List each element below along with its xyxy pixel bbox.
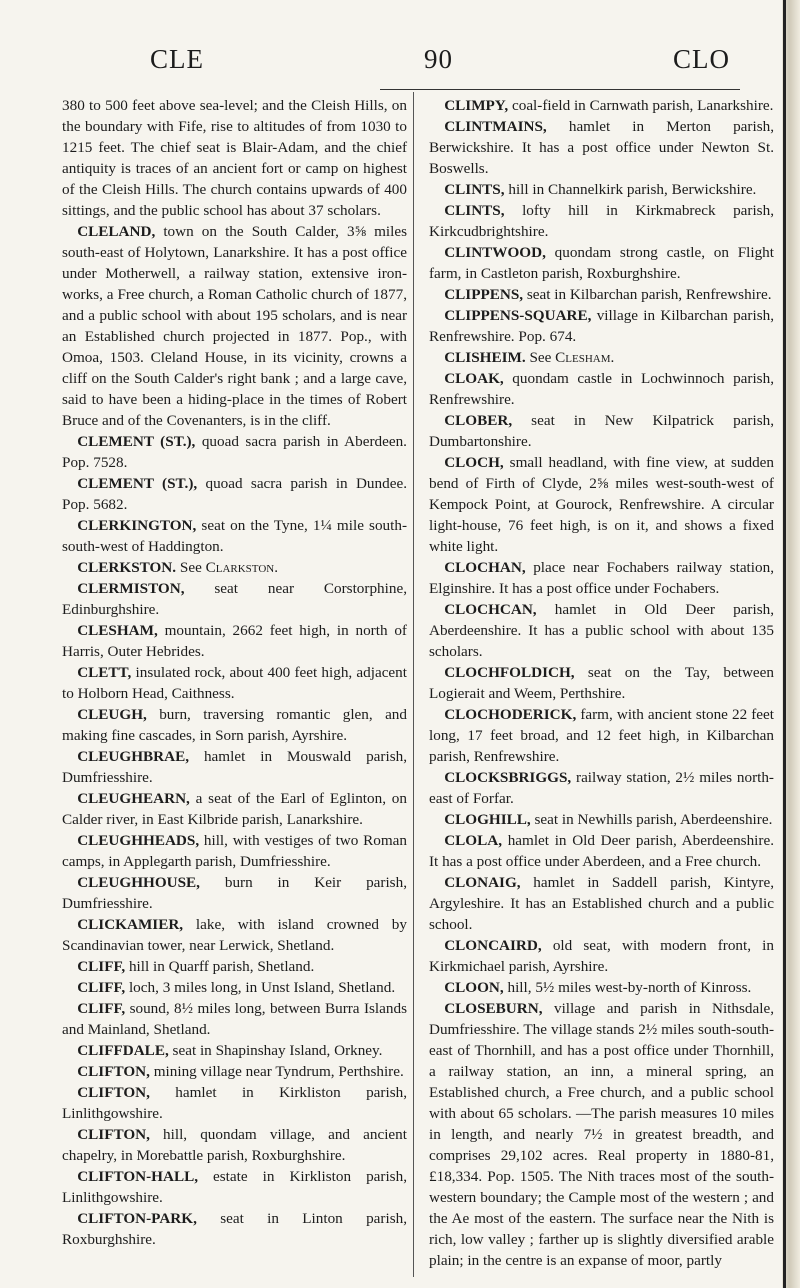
gazetteer-entry [429,284,774,305]
entry-headword: CLOCHFOLDICH, [444,664,575,681]
gazetteer-entry [62,704,407,746]
gazetteer-entry [62,830,407,872]
entry-text: railway station, 2½ miles north-east of Forfar. [429,769,774,807]
gazetteer-entry [62,746,407,788]
entry-text: hamlet in Old Deer parish, Aberdeenshire. It has a public school with about 135 scholars. [429,601,774,660]
entry-text: burn in Keir parish, Dumfriesshire. [62,874,407,912]
entry-headword: CLIFTON, [77,1126,150,1143]
binding-shadow [783,0,786,1288]
entry-text: hill, with vestiges of two Roman camps, in Applegarth parish, Dumfriesshire. [62,832,407,870]
entry-text: a seat of the Earl of Eglinton, on Calder river, in East Kilbride parish, Lanarkshire. [62,790,407,828]
entry-text: hamlet in Saddell parish, Kintyre, Argyleshire. It has an Established church and a public school. [429,874,774,933]
entry-headword: CLEMENT (ST.), [77,475,198,492]
entry-text: lake, with island crowned by Scandinavian tower, near Lerwick, Shetland. [62,916,407,954]
entry-text: hamlet in Mouswald parish, Dumfriesshire. [62,748,407,786]
gazetteer-entry [429,200,774,242]
entry-text: place near Fochabers railway station, Elginshire. It has a post office under Fochabers. [429,559,774,597]
column-divider [413,92,414,1277]
entry-headword: CLOLA, [444,832,502,849]
entry-text: mountain, 2662 feet high, in north of Harris, Outer Hebrides. [62,622,407,660]
gazetteer-entry [62,977,407,998]
entry-headword: CLOBER, [444,412,513,429]
entry-text: hill in Channelkirk parish, Berwickshire. [504,181,757,198]
gazetteer-entry [429,347,774,368]
entry-headword: CLESHAM, [77,622,158,639]
entry-headword: CLONCAIRD, [444,937,542,954]
gazetteer-entry [429,977,774,998]
entry-headword: CLIFTON, [77,1084,150,1101]
gazetteer-entry [429,410,774,452]
entry-text: coal-field in Carnwath parish, Lanarkshire. [508,97,774,114]
entry-headword: CLELAND, [77,223,156,240]
entry-headword: CLOON, [444,979,504,996]
entry-cross-reference: Clesham. [555,349,615,366]
gazetteer-entry [62,578,407,620]
entry-headword: CLIFTON-PARK, [77,1210,197,1227]
gazetteer-entry [429,704,774,767]
entry-text: seat in Shapinshay Island, Orkney. [168,1042,383,1059]
entry-text: burn, traversing romantic glen, and making fine cascades, in Sorn parish, Ayrshire. [62,706,407,744]
entry-text: seat in Kilbarchan parish, Renfrewshire. [523,286,772,303]
entry-text: village and parish in Nithsdale, Dumfriesshire. The village stands 2½ miles south-south-east of Thornhill, and has a post office under Thornhill, a railway station, an inn, a mineral spring, an Established church, a Free church, and a public school with about 65 scholars. —The parish measures 10 miles in length, and nearly 7½ in greatest breadth, and comprises 29,102 acres. Real property in 1880-81, £18,334. Pop. 1505. The Nith traces most of the south-western boundary; the Cample most of the western ; and the Ae most of the eastern. The surface near the Nith is rich, low valley ; farther up is slightly diversified arable plain; in the centre is an expanse of moor, partly [429,1000,774,1269]
entry-text: hill in Quarff parish, Shetland. [125,958,315,975]
entry-headword: CLOGHILL, [444,811,531,828]
entry-text: lofty hill in Kirkmabreck parish, Kirkcudbrightshire. [429,202,774,240]
entry-headword: CLIPPENS-SQUARE, [444,307,592,324]
gazetteer-entry [62,1061,407,1082]
gazetteer-entry [62,1082,407,1124]
entry-text: town on the South Calder, 3⅝ miles south-east of Holytown, Lanarkshire. It has a post office under Motherwell, a railway station, extensive iron-works, a Free church, a Roman Catholic church of 1877, and a public school with about 195 scholars, and is near an Established church projected in 1877. Pop., with Omoa, 1503. Cleland House, in its vicinity, crowns a cliff on the South Calder's right bank ; and a large cave, said to have been a hiding-place in the times of Robert Bruce and of the Covenanters, is in the cliff. [62,223,407,429]
gazetteer-entry [429,179,774,200]
entry-headword: CLOAK, [444,370,504,387]
entry-headword: CLISHEIM. [444,349,526,366]
entry-text: hill, quondam village, and ancient chapelry, in Morebattle parish, Roxburghshire. [62,1126,407,1164]
entry-headword: CLINTMAINS, [444,118,547,135]
entry-text: hamlet in Merton parish, Berwickshire. It has a post office under Newton St. Boswells. [429,118,774,177]
gazetteer-entry [429,305,774,347]
gazetteer-entry [62,914,407,956]
entry-text: seat in New Kilpatrick parish, Dumbartonshire. [429,412,774,450]
entry-headword: CLINTWOOD, [444,244,546,261]
entry-headword: CLINTS, [444,181,505,198]
gazetteer-entry [429,998,774,1271]
entry-headword: CLIMPY, [444,97,509,114]
entry-text: hamlet in Old Deer parish, Aberdeenshire. It has a post office under Aberdeen, and a Free church. [429,832,774,870]
gazetteer-entry [62,95,407,221]
gazetteer-entry [429,452,774,557]
entry-text: village in Kilbarchan parish, Renfrewshire. Pop. 674. [429,307,774,345]
header-left-guideword: CLE [150,43,204,74]
entry-headword: CLEUGHHEADS, [77,832,200,849]
entry-headword: CLEUGHHOUSE, [77,874,200,891]
entry-headword: CLOCKSBRIGGS, [444,769,572,786]
entry-text: estate in Kirkliston parish, Linlithgowshire. [62,1168,407,1206]
entry-headword: CLERMISTON, [77,580,185,597]
gazetteer-entry [62,662,407,704]
gazetteer-entry [429,599,774,662]
entry-text: seat on the Tyne, 1¼ mile south-south-west of Haddington. [62,517,407,555]
entry-text: farm, with ancient stone 22 feet long, 17 feet broad, and 12 feet high, in Kilbarchan parish, Renfrewshire. [429,706,774,765]
entry-headword: CLEUGHEARN, [77,790,190,807]
gazetteer-entry [429,872,774,935]
entry-headword: CLOCHAN, [444,559,526,576]
entry-text: hamlet in Kirkliston parish, Linlithgowshire. [62,1084,407,1122]
entry-text: See [176,559,206,576]
gazetteer-entry [429,242,774,284]
running-header [150,44,730,74]
gazetteer-entry [62,473,407,515]
entry-text: seat near Corstorphine, Edinburghshire. [62,580,407,618]
entry-text: old seat, with modern front, in Kirkmichael parish, Ayrshire. [429,937,774,975]
header-rule [380,89,740,90]
gazetteer-entry [62,872,407,914]
entry-headword: CLETT, [77,664,132,681]
gazetteer-entry [62,221,407,431]
entry-text: loch, 3 miles long, in Unst Island, Shetland. [125,979,396,996]
entry-text: hill, 5½ miles west-by-north of Kinross. [503,979,752,996]
entry-text: seat on the Tay, between Logierait and Weem, Perthshire. [429,664,774,702]
entry-text: quoad sacra parish in Dundee. Pop. 5682. [62,475,407,513]
entry-text: 380 to 500 feet above sea-level; and the Cleish Hills, on the boundary with Fife, rise to altitudes of from 1030 to 1215 feet. The chief seat is Blair-Adam, and the chief antiquity is traces of an ancient fort or camp on highest of the Cleish Hills. The church contains upwards of 400 sittings, and the public school has about 37 scholars. [62,97,407,219]
right-column [429,95,774,1271]
gazetteer-entry [429,557,774,599]
entry-cross-reference: Clarkston. [205,559,279,576]
entry-text: small headland, with fine view, at sudden bend of Firth of Clyde, 2⅝ miles west-south-west of Kempock Point, at Gourock, Renfrewshire. A circular light-house, 76 feet high, is on it, and shows a fixed white light. [429,454,774,555]
header-right-guideword: CLO [673,43,730,74]
entry-headword: CLERKINGTON, [77,517,197,534]
entry-text: seat in Linton parish, Roxburghshire. [62,1210,407,1248]
entry-text: quoad sacra parish in Aberdeen. Pop. 7528. [62,433,407,471]
gazetteer-entry [62,1124,407,1166]
gazetteer-entry [429,809,774,830]
entry-headword: CLOSEBURN, [444,1000,543,1017]
gazetteer-entry [62,1166,407,1208]
entry-headword: CLOCHCAN, [444,601,537,618]
entry-headword: CLICKAMIER, [77,916,184,933]
gazetteer-entry [62,620,407,662]
entry-headword: CLOCH, [444,454,504,471]
gazetteer-entry [62,515,407,557]
entry-headword: CLERKSTON. [77,559,177,576]
gazetteer-entry [429,95,774,116]
gazetteer-entry [62,956,407,977]
entry-headword: CLIFF, [77,958,126,975]
entry-headword: CLIFTON, [77,1063,150,1080]
entry-headword: CLONAIG, [444,874,521,891]
entry-headword: CLIFF, [77,1000,126,1017]
entry-text: sound, 8½ miles long, between Burra Islands and Mainland, Shetland. [62,1000,407,1038]
entry-text: mining village near Tyndrum, Perthshire. [149,1063,404,1080]
gazetteer-entry [429,935,774,977]
gazetteer-entry [429,116,774,179]
entry-text: seat in Newhills parish, Aberdeenshire. [530,811,773,828]
gazetteer-entry [62,1208,407,1250]
gazetteer-entry [62,788,407,830]
gazetteer-entry [62,557,407,578]
gazetteer-entry [429,662,774,704]
entry-headword: CLEMENT (ST.), [77,433,196,450]
entry-headword: CLIFFDALE, [77,1042,169,1059]
gazetteer-entry [429,830,774,872]
entry-headword: CLEUGH, [77,706,147,723]
gazetteer-entry [429,767,774,809]
entry-text: quondam castle in Lochwinnoch parish, Renfrewshire. [429,370,774,408]
entry-headword: CLIPPENS, [444,286,524,303]
left-column [62,95,407,1250]
entry-headword: CLEUGHBRAE, [77,748,190,765]
page-number: 90 [424,43,453,74]
entry-headword: CLINTS, [444,202,505,219]
entry-headword: CLIFTON-HALL, [77,1168,199,1185]
gazetteer-entry [62,998,407,1040]
gazetteer-entry [429,368,774,410]
entry-text: quondam strong castle, on Flight farm, in Castleton parish, Roxburghshire. [429,244,774,282]
entry-headword: CLOCHODERICK, [444,706,577,723]
gazetteer-entry [62,431,407,473]
gazetteer-entry [62,1040,407,1061]
entry-text: insulated rock, about 400 feet high, adjacent to Holborn Head, Caithness. [62,664,407,702]
entry-headword: CLIFF, [77,979,126,996]
entry-text: See [525,349,556,366]
